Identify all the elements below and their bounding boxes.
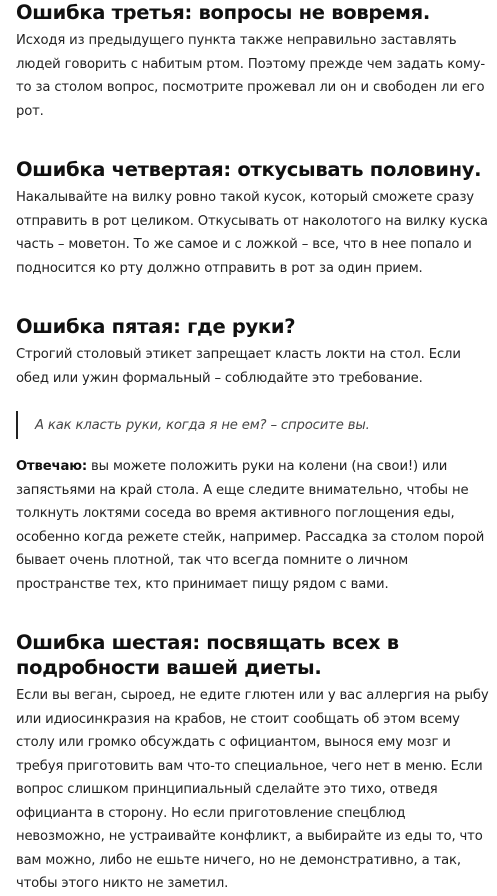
answer-body: вы можете положить руки на колени (на свои!) или запястьями на край стола. А еще следите внимательно, чтобы не толкнуть локтями соседа во время активного поглощения еды, особенно когда режете стейк, например. Рассадка за столом порой бывает очень плотной, так что всегда помните о личном пространстве тех, кто принимает пищу рядом с вами. <box>16 459 485 592</box>
section-body-fourth-mistake: Накалывайте на вилку ровно такой кусок, который сможете сразу отправить в рот целиком. Откусывать от наколотого на вилку куска часть – моветон. То же самое и с ложкой – все, что в нее попало и подносится ко рту должно отправить в рот за один прием. <box>16 190 488 276</box>
section-heading-third-mistake: Ошибка третья: вопросы не вовремя. <box>16 1 430 24</box>
section-body-fifth-mistake: Строгий столовый этикет запрещает класть локти на стол. Если обед или ужин формальный – соблюдайте это требование. <box>16 347 461 386</box>
section-heading-fifth-mistake: Ошибка пятая: где руки? <box>16 315 296 338</box>
answer-lead: Отвечаю: <box>16 459 87 474</box>
answer-paragraph <box>16 455 489 596</box>
section-heading-sixth-mistake: Ошибка шестая: посвящать всех в подробности вашей диеты. <box>16 631 399 679</box>
blockquote-text: А как класть руки, когда я не ем? – спросите вы. <box>35 417 370 433</box>
section-body-third-mistake: Исходя из предыдущего пункта также неправильно заставлять людей говорить с набитым ртом. Поэтому прежде чем задать кому-то за столом вопрос, посмотрите прожевал ли он и свободен ли его рот. <box>16 33 486 119</box>
section-body-sixth-mistake: Если вы веган, сыроед, не едите глютен или у вас аллергия на рыбу или идиосинкразия на крабов, не стоит сообщать об этом всему столу или громко обсуждать с официантом, вынося ему мозг и требуя приготовить вам что-то специальное, чего нет в меню. Если вопрос слишком принципиальный сделайте это тихо, отведя официанта в сторону. Но если приготовление спецблюд невозможно, не устраивайте конфликт, а выбирайте из еды то, что вам можно, либо не ешьте ничего, но не демонстративно, а так, чтобы этого никто не заметил. <box>16 688 489 891</box>
blockquote <box>16 411 449 439</box>
section-heading-fourth-mistake: Ошибка четвертая: откусывать половину. <box>16 158 482 181</box>
